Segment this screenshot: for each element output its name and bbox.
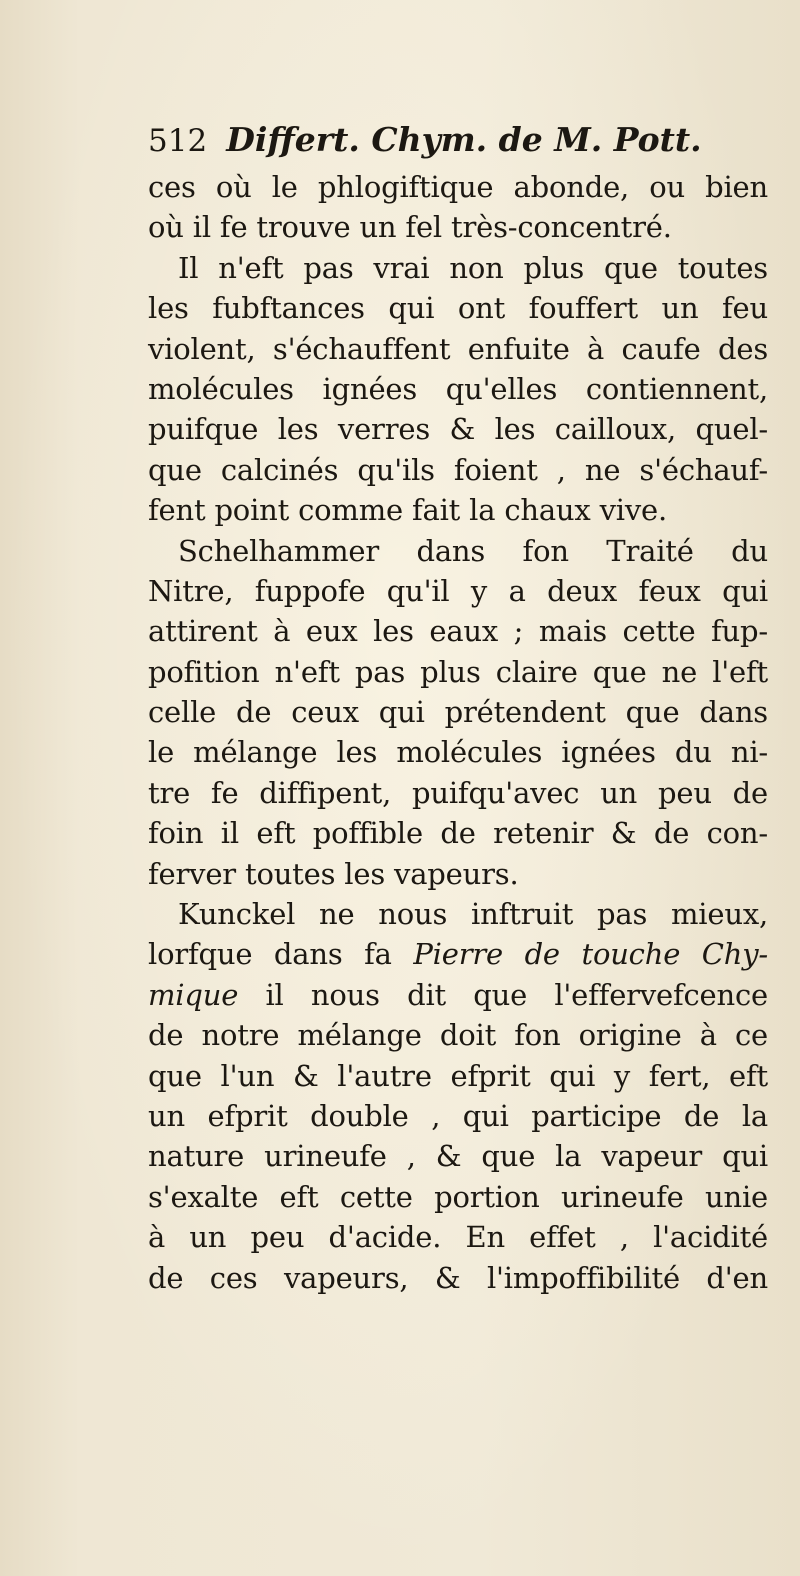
text-line: pofition n'eft pas plus claire que ne l'eft <box>148 654 768 689</box>
text-line: à un peu d'acide. En effet , l'acidité <box>148 1220 768 1255</box>
text-line <box>148 934 768 974</box>
text-line: Il n'eft pas vrai non plus que toutes <box>178 250 768 285</box>
text-line: attirent à eux les eaux ; mais cette fup- <box>148 614 768 649</box>
text-line: Schelhammer dans fon Traité du <box>178 533 768 568</box>
page-number: 512 <box>148 123 208 159</box>
text-line: le mélange les molécules ignées du ni- <box>148 735 768 770</box>
text-line: celle de ceux qui prétendent que dans <box>148 695 768 730</box>
text-line: les fubftances qui ont fouffert un feu <box>148 291 768 326</box>
text-line: tre fe diffipent, puifqu'avec un peu de <box>148 775 768 810</box>
text-line: fent point comme fait la chaux vive. <box>148 493 668 528</box>
text-line <box>148 975 768 1015</box>
body-text <box>148 167 768 1298</box>
text-line: ces où le phlogiftique abonde, ou bien <box>148 170 768 204</box>
text-segment: il nous dit que l'effervefcence <box>238 977 768 1012</box>
text-line: puifque les verres & les cailloux, quel- <box>148 412 768 447</box>
italic-text: mique <box>148 977 239 1012</box>
text-line: de ces vapeurs, & l'impoffibilité d'en <box>148 1260 768 1295</box>
italic-text: Pierre de touche Chy- <box>413 937 768 972</box>
text-line: Nitre, fuppofe qu'il y a deux feux qui <box>148 573 768 608</box>
text-line: nature urineufe , & que la vapeur qui <box>148 1139 768 1174</box>
text-segment: lorfque dans fa <box>148 937 414 972</box>
text-line: s'exalte eft cette portion urineufe unie <box>148 1179 768 1214</box>
text-line: un efprit double , qui participe de la <box>148 1098 768 1133</box>
text-line: Kunckel ne nous inftruit pas mieux, <box>178 897 768 932</box>
running-title: Differt. Chym. de M. Pott. <box>226 120 702 159</box>
text-line: ferver toutes les vapeurs. <box>148 856 519 891</box>
text-line: que calcinés qu'ils foient , ne s'échauf- <box>148 452 768 487</box>
text-line: où il fe trouve un fel très-concentré. <box>148 210 672 245</box>
text-line: de notre mélange doit fon origine à ce <box>148 1018 768 1053</box>
text-line: que l'un & l'autre efprit qui y fert, eft <box>148 1058 768 1093</box>
text-line: molécules ignées qu'elles contiennent, <box>148 371 768 406</box>
page-header <box>148 120 748 170</box>
text-line: violent, s'échauffent enfuite à caufe des <box>148 331 768 366</box>
text-line: foin il eft poffible de retenir & de con- <box>148 816 768 851</box>
